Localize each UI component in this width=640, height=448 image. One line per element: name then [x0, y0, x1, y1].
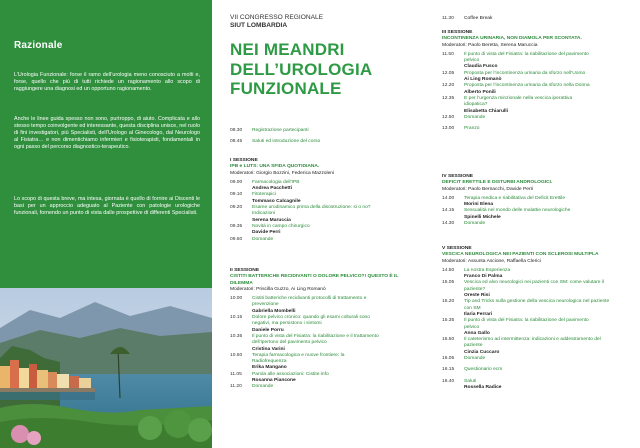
speaker-name: Gabriella Mombelli — [252, 308, 296, 314]
session-1 — [230, 158, 416, 243]
schedule-row: 08.30 Registrazione partecipanti — [230, 128, 309, 133]
speaker-name: Tommaso Calcagnile — [252, 198, 301, 204]
schedule-row: 12.35 E per l’urgenza minzionale nella vescica iperattiva idiopatica? — [442, 95, 573, 108]
schedule-row: 15.35 Il punto di vista del Fisiatra: la riabilitazione del pavimento pelvico — [442, 318, 589, 330]
schedule-row: 14.15 Sessualità nel mondo delle malattie neurologiche — [442, 208, 571, 214]
schedule-row: 09.10 Fitoterapici — [230, 192, 276, 198]
lunch-row: 13.00 Pranzo — [442, 126, 480, 132]
session-moderators: Moderatori: Priscilla Guzzo, Ai Ling Romanò — [230, 286, 326, 292]
rationale-title: Razionale — [14, 40, 63, 51]
speaker-name: Cristina Varini — [252, 346, 285, 352]
schedule-row: 11.20 Domande — [230, 384, 274, 390]
speaker-name: Daniele Porru — [252, 327, 284, 333]
speaker-name: Morini Elena — [464, 202, 494, 208]
schedule-row: 15.50 Il cateterismo ad intermittenza: indicazioni e addestramento del paziente — [442, 337, 601, 349]
lake-village-photo — [0, 288, 212, 448]
schedule-row: 14.50 La nostra Esperienza — [442, 267, 511, 273]
schedule-row: 10.50 Terapia farmacologica e nuove frontiere: la Radiofrequenza — [230, 352, 345, 365]
speaker-name: Spinelli Michele — [464, 214, 501, 220]
session-label: III SESSIONE — [442, 30, 473, 35]
schedule-row: 16.40 Saluti — [442, 378, 477, 384]
session-topic: CISTITI BATTERICHE RECIDIVANTI O DOLORE PELVICO?! QUESTO È IL DILEMMA — [230, 274, 399, 286]
session-3 — [442, 30, 632, 132]
schedule-row: 09.00 Farmacologia dell’IPB — [230, 179, 300, 185]
congress-kicker — [230, 14, 323, 30]
coffee-break — [442, 16, 632, 22]
session-moderators: Moderatori: Assunta Ascione, Raffaella Clerici — [442, 258, 541, 264]
schedule-row: 14.30 Domande — [442, 221, 486, 227]
session-topic: VESCICA NEUROLOGICA NEI PAZIENTI CON SCLEROSI MULTIPLA — [442, 252, 599, 258]
speaker-name: Claudia Fusco — [464, 64, 498, 70]
schedule-row: 16.05 Domande — [442, 356, 486, 362]
congress-region: SIUT LOMBARDIA — [230, 22, 288, 29]
schedule-row: 09.20 Esame urodinamico prima della disostruzione: si o no? Indicazioni — [230, 205, 371, 217]
schedule-row: 12.50 Domande — [442, 114, 486, 120]
speaker-name: Cinzia Cuccaro — [464, 349, 500, 355]
speaker-name: Anna Gallo — [464, 330, 490, 336]
rationale-paragraph-2: Anche le linee guida spesso non sono, purtroppo, di aiuto. Complicata e allo stesso tempo coinvolgente ed interessante, questa disciplina unisce, nel ruolo di fini investigatori, più Specialisti, dell’Urologo al Ginecologo, dal Neurologo al Fisiatra… e non dimentichiamo infermieri e fisioterapisti, fondamentali in ogni passo del percorso diagnostico-terapeutico. — [14, 116, 200, 151]
session-moderators: Moderatori: Giorgio Bozzini, Federica Mazzoleni — [230, 170, 335, 176]
rationale-paragraph-3: Lo scopo di questa breve, ma intesa, giornata è quello di fornire ai Discenti le basi per un approccio adeguato al Paziente con patologie urologiche funzionali, fornendo un punto di vista dalle prospettive di differenti Specialisti. — [14, 196, 200, 217]
speaker-name: Ai Ling Romanò — [464, 77, 502, 83]
session-label: II SESSIONE — [230, 268, 260, 273]
schedule-row: 08.45 Saluti ed introduzione del corso — [230, 139, 321, 145]
speaker-name: Erika Mangano — [252, 365, 287, 371]
schedule-row: 10.00 Cistiti batteriche recidivanti protocolli di trattamento e prevenzione — [230, 296, 367, 308]
schedule-row: 15.20 Tip and Tricks sulla gestione della vescica neurologica nel paziente con SM — [442, 299, 610, 311]
schedule-row: 15.05 Vescica ed alvo neurologici nei pazienti con SM: come valutare il paziente? — [442, 280, 605, 292]
speaker-name: Serena Maruccia — [252, 217, 291, 223]
speaker-name: Oreste Risi — [464, 293, 490, 299]
opening-block — [230, 128, 416, 146]
speaker-name: Alberto Ponili — [464, 89, 496, 95]
session-topic: IPB e LUTS: UNA SFIDA QUOTIDIANA. — [230, 164, 320, 170]
session-2 — [230, 268, 416, 391]
schedule-row: 14.00 Terapia medica e riabilitativa del Deficit Erettile — [442, 195, 566, 201]
session-label: V SESSIONE — [442, 246, 472, 251]
schedule-row: 09.50 Domande — [230, 236, 274, 242]
speaker-name: Andrea Pacchetti — [252, 186, 292, 192]
schedule-row: 16.15 Questionario ecm — [442, 367, 503, 373]
congress-edition: VII CONGRESSO REGIONALE — [230, 14, 324, 21]
schedule-row: 10.35 Il punto di vista del Fisiatra: la riabilitazione e il trattamento dell’ipertono del pavimento pelvico — [230, 333, 379, 346]
session-4 — [442, 174, 632, 227]
speaker-name: Rossella Radice — [464, 384, 502, 390]
event-title: NEI MEANDRI DELL’UROLOGIA FUNZIONALE — [230, 40, 372, 98]
schedule-row: 12.20 Proposta per l’incontinenza urinaria da sforzo nella Donna — [442, 83, 590, 89]
session-label: I SESSIONE — [230, 158, 258, 163]
session-moderators: Moderatori: Paolo Beretta, Serena Maruccia — [442, 42, 538, 48]
rationale-paragraph-1: L’Urologia Funzionale: forse il ramo dell’urologia meno conosciuto a molti e, forse, quello che più di tutti richiede un ragionamento allo scopo di raggiungere una diagnosi ed un opportuno ragionamento. — [14, 72, 200, 93]
speaker-name: Ilaria Ferrari — [464, 311, 493, 317]
speaker-name: Rosanna Piancone — [252, 378, 296, 384]
rationale-panel — [0, 0, 212, 448]
schedule-row: 11.50 Il punto di vista del Fisiatra: la riabilitazione del pavimento pelvico — [442, 51, 589, 64]
session-label: IV SESSIONE — [442, 174, 473, 179]
speaker-name: Elisabetta Chiarulli — [464, 108, 509, 114]
schedule-row: 11.05 Parola alle associazioni: Cistite.info — [230, 371, 329, 377]
schedule-row: 09.35 Novità in campo chirurgico — [230, 223, 310, 229]
session-5 — [442, 246, 632, 391]
speaker-name: Davide Perri — [252, 230, 281, 236]
schedule-row: 11.30 Coffee Break — [442, 16, 493, 21]
session-topic: INCONTINENZA URINARIA, NON DIAMOLA PER SCONTATA. — [442, 36, 582, 42]
schedule-row: 12.05 Proposta per l’incontinenza urinaria da sforzo nell’Uomo — [442, 70, 586, 76]
session-topic: DEFICIT ERETTILE E DISTURBI ANDROLOGICI. — [442, 180, 553, 186]
schedule-row: 10.15 Dolore pelvico cronico: quando gli esami colturali sono negativi, ma persistono i sintomi — [230, 315, 370, 327]
speaker-name: Franco Di Palma — [464, 274, 503, 280]
session-moderators: Moderatori: Paolo Bernacchi, Davide Perri — [442, 186, 534, 192]
